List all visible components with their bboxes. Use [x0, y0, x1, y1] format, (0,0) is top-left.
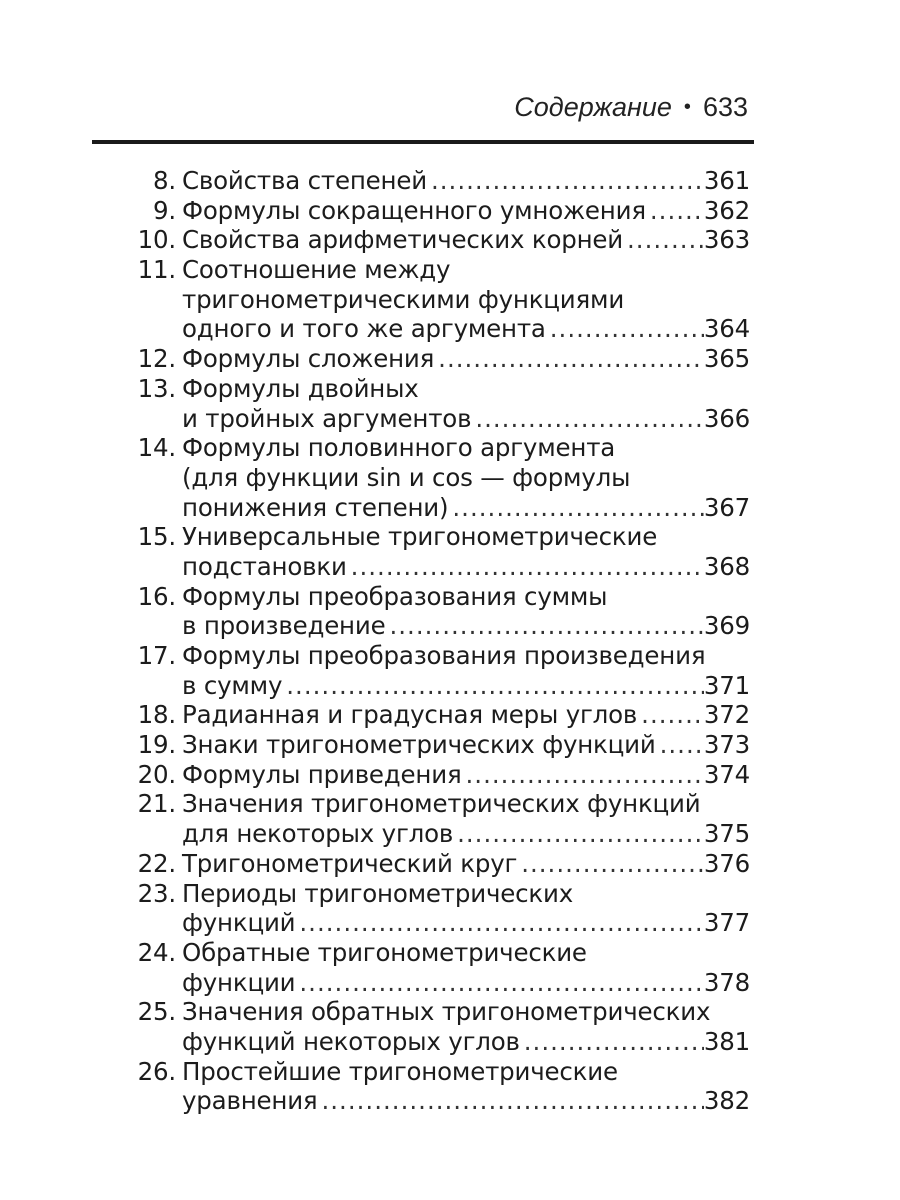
toc-entry-page-number: 368 [703, 551, 750, 581]
toc-entry [120, 849, 750, 879]
toc-entry-number: 10. [137, 225, 176, 255]
toc-entry-number: 19. [137, 730, 176, 760]
dot-leader [637, 700, 704, 730]
header-rule [92, 140, 754, 144]
toc-entry-leader-line [182, 700, 750, 730]
toc-entry-leader-line [182, 166, 750, 196]
toc-entry-leader-line [182, 1086, 750, 1116]
dot-leader [623, 225, 704, 255]
toc-entry-title-line: Соотношение между [182, 255, 451, 285]
toc-entry-number: 15. [137, 522, 176, 552]
dot-leader [453, 819, 704, 849]
toc-entry-leader-line [182, 225, 750, 255]
toc-entry-title-line: Формулы преобразования произведения [182, 641, 706, 670]
toc-entry-body [182, 196, 750, 226]
toc-entry-body [182, 255, 750, 344]
toc-entry-number: 26. [137, 1056, 176, 1086]
toc-entry-number: 8. [153, 166, 176, 195]
toc-entry-body [182, 789, 750, 848]
toc-entry [120, 730, 750, 760]
toc-entry [120, 374, 750, 433]
toc-entry-number: 24. [137, 937, 176, 967]
toc-entry [120, 166, 750, 196]
toc-entry-page-number: 375 [703, 819, 750, 849]
toc-entry [120, 641, 750, 700]
toc-entry-title: Свойства арифметических корней [182, 225, 624, 255]
toc-entry-body [182, 522, 750, 581]
dot-leader [282, 671, 704, 701]
toc-entry-leader-line [182, 611, 750, 641]
toc-entry-leader-line [182, 968, 750, 998]
toc-entry-body [182, 344, 750, 374]
toc-entry-body [182, 433, 750, 522]
dot-leader [448, 493, 703, 523]
toc-entry-number: 20. [137, 759, 176, 789]
toc-entry-body [182, 849, 750, 879]
toc-entry [120, 1057, 750, 1116]
dot-leader [517, 849, 704, 879]
page-number: 633 [702, 92, 748, 122]
toc-entry-leader-line [182, 404, 750, 434]
toc-entry-title-line: Формулы преобразования суммы [182, 581, 608, 611]
toc-entry-body [182, 730, 750, 760]
dot-leader [546, 314, 704, 344]
toc-entry-leader-line [182, 819, 750, 849]
dot-leader [462, 760, 704, 790]
toc-entry-number: 21. [137, 789, 176, 819]
toc-entry-page-number: 366 [703, 403, 750, 433]
toc-entry-title: функций [182, 908, 296, 938]
toc-entry-page-number: 362 [703, 195, 750, 225]
dot-leader [427, 166, 704, 196]
bullet-separator: • [683, 96, 691, 118]
toc-entry-title: Формулы сокращенного умножения [182, 195, 646, 225]
toc-entry-body [182, 760, 750, 790]
toc-entry [120, 582, 750, 641]
toc-entry-leader-line [182, 196, 750, 226]
toc-entry-title-line: Универсальные тригонометрические [182, 522, 658, 552]
toc-entry-page-number: 377 [703, 908, 750, 938]
toc-entry-number: 13. [137, 373, 176, 403]
toc-entry-number: 12. [137, 344, 176, 374]
toc-entry-title: функций некоторых углов [182, 1026, 520, 1056]
toc-entry-title-line: Обратные тригонометрические [182, 937, 587, 967]
toc-entry [120, 225, 750, 255]
toc-entry-page-number: 382 [703, 1086, 750, 1116]
toc-entry-page-number: 374 [703, 759, 750, 789]
toc-entry-title: уравнения [182, 1086, 318, 1116]
dot-leader [295, 908, 703, 938]
toc-entry-title-line: (для функции sin и cos — формулы [182, 462, 631, 492]
toc-entry-title-line: Простейшие тригонометрические [182, 1056, 618, 1086]
toc-entry-page-number: 376 [703, 848, 750, 878]
toc-entry-leader-line [182, 1027, 750, 1057]
toc-entry-title: Формулы сложения [182, 344, 435, 374]
toc-entry [120, 344, 750, 374]
dot-leader [656, 730, 704, 760]
toc-entry-page-number: 363 [703, 225, 750, 255]
toc-entry-title: функции [182, 967, 296, 997]
dot-leader [317, 1086, 703, 1116]
toc-entry-leader-line [182, 908, 750, 938]
toc-entry-page-number: 369 [703, 611, 750, 641]
toc-entry-title: Знаки тригонометрических функций [182, 730, 656, 760]
toc-entry [120, 522, 750, 581]
toc-entry-title-line: тригонометрическими функциями [182, 284, 625, 314]
toc-entry [120, 879, 750, 938]
toc-entry-page-number: 364 [703, 314, 750, 344]
toc-entry-body [182, 938, 750, 997]
toc-entry [120, 938, 750, 997]
running-header [514, 92, 748, 123]
toc-entry-body [182, 641, 750, 700]
toc-entry-title-line: Формулы двойных [182, 373, 419, 403]
running-header-title: Содержание [514, 92, 672, 122]
toc-entry [120, 255, 750, 344]
toc-entry-body [182, 879, 750, 938]
toc-entry-number: 14. [137, 433, 176, 463]
toc-entry-title: для некоторых углов [182, 819, 454, 849]
toc-entry-title: Свойства степеней [182, 166, 427, 195]
toc-entry-leader-line [182, 730, 750, 760]
toc-entry [120, 433, 750, 522]
toc-entry-title: понижения степени) [182, 492, 449, 522]
toc-entry-leader-line [182, 671, 750, 701]
toc-entry-title-line: Значения обратных тригонометрических [182, 997, 711, 1027]
dot-leader [471, 404, 704, 434]
toc-entry-page-number: 365 [703, 344, 750, 374]
toc-entry-body [182, 1057, 750, 1116]
dot-leader [385, 611, 703, 641]
toc-entry [120, 760, 750, 790]
dot-leader [434, 344, 704, 374]
toc-entry-leader-line [182, 344, 750, 374]
dot-leader [520, 1027, 704, 1057]
table-of-contents [120, 166, 750, 1116]
toc-entry-title-line: Формулы половинного аргумента [182, 433, 616, 463]
toc-entry-title: одного и того же аргумента [182, 314, 546, 344]
toc-entry-title: Тригонометрический круг [182, 848, 518, 878]
toc-entry-number: 9. [153, 195, 176, 225]
toc-entry-page-number: 372 [703, 700, 750, 730]
toc-entry [120, 789, 750, 848]
toc-entry-title-line: Периоды тригонометрических [182, 878, 573, 908]
toc-entry-body [182, 225, 750, 255]
toc-entry-leader-line [182, 849, 750, 879]
toc-entry-leader-line [182, 760, 750, 790]
toc-entry-title: в произведение [182, 611, 386, 641]
toc-entry-number: 17. [137, 641, 176, 670]
toc-entry-title: подстановки [182, 551, 347, 581]
toc-entry-number: 11. [137, 255, 176, 285]
toc-entry [120, 997, 750, 1056]
toc-entry-title: в сумму [182, 670, 283, 700]
toc-entry-page-number: 361 [703, 166, 750, 195]
toc-entry-number: 23. [137, 878, 176, 908]
toc-entry [120, 700, 750, 730]
toc-entry-number: 18. [137, 700, 176, 730]
toc-entry-title: Формулы приведения [182, 759, 462, 789]
dot-leader [295, 968, 703, 998]
toc-entry-title: Радианная и градусная меры углов [182, 700, 638, 730]
toc-entry-leader-line [182, 552, 750, 582]
toc-entry-page-number: 381 [703, 1026, 750, 1056]
toc-entry-page-number: 378 [703, 967, 750, 997]
toc-entry-page-number: 373 [703, 730, 750, 760]
toc-entry-body [182, 166, 750, 196]
toc-entry-title-line: Значения тригонометрических функций [182, 789, 701, 819]
toc-entry [120, 196, 750, 226]
toc-entry-page-number: 367 [703, 492, 750, 522]
toc-entry-number: 16. [137, 581, 176, 611]
toc-entry-body [182, 700, 750, 730]
toc-entry-body [182, 582, 750, 641]
toc-entry-title: и тройных аргументов [182, 403, 472, 433]
toc-entry-number: 22. [137, 848, 176, 878]
dot-leader [347, 552, 704, 582]
toc-entry-page-number: 371 [703, 670, 750, 700]
toc-entry-body [182, 997, 750, 1056]
toc-entry-number: 25. [137, 997, 176, 1027]
toc-entry-leader-line [182, 314, 750, 344]
dot-leader [646, 196, 704, 226]
toc-entry-leader-line [182, 493, 750, 523]
toc-entry-body [182, 374, 750, 433]
